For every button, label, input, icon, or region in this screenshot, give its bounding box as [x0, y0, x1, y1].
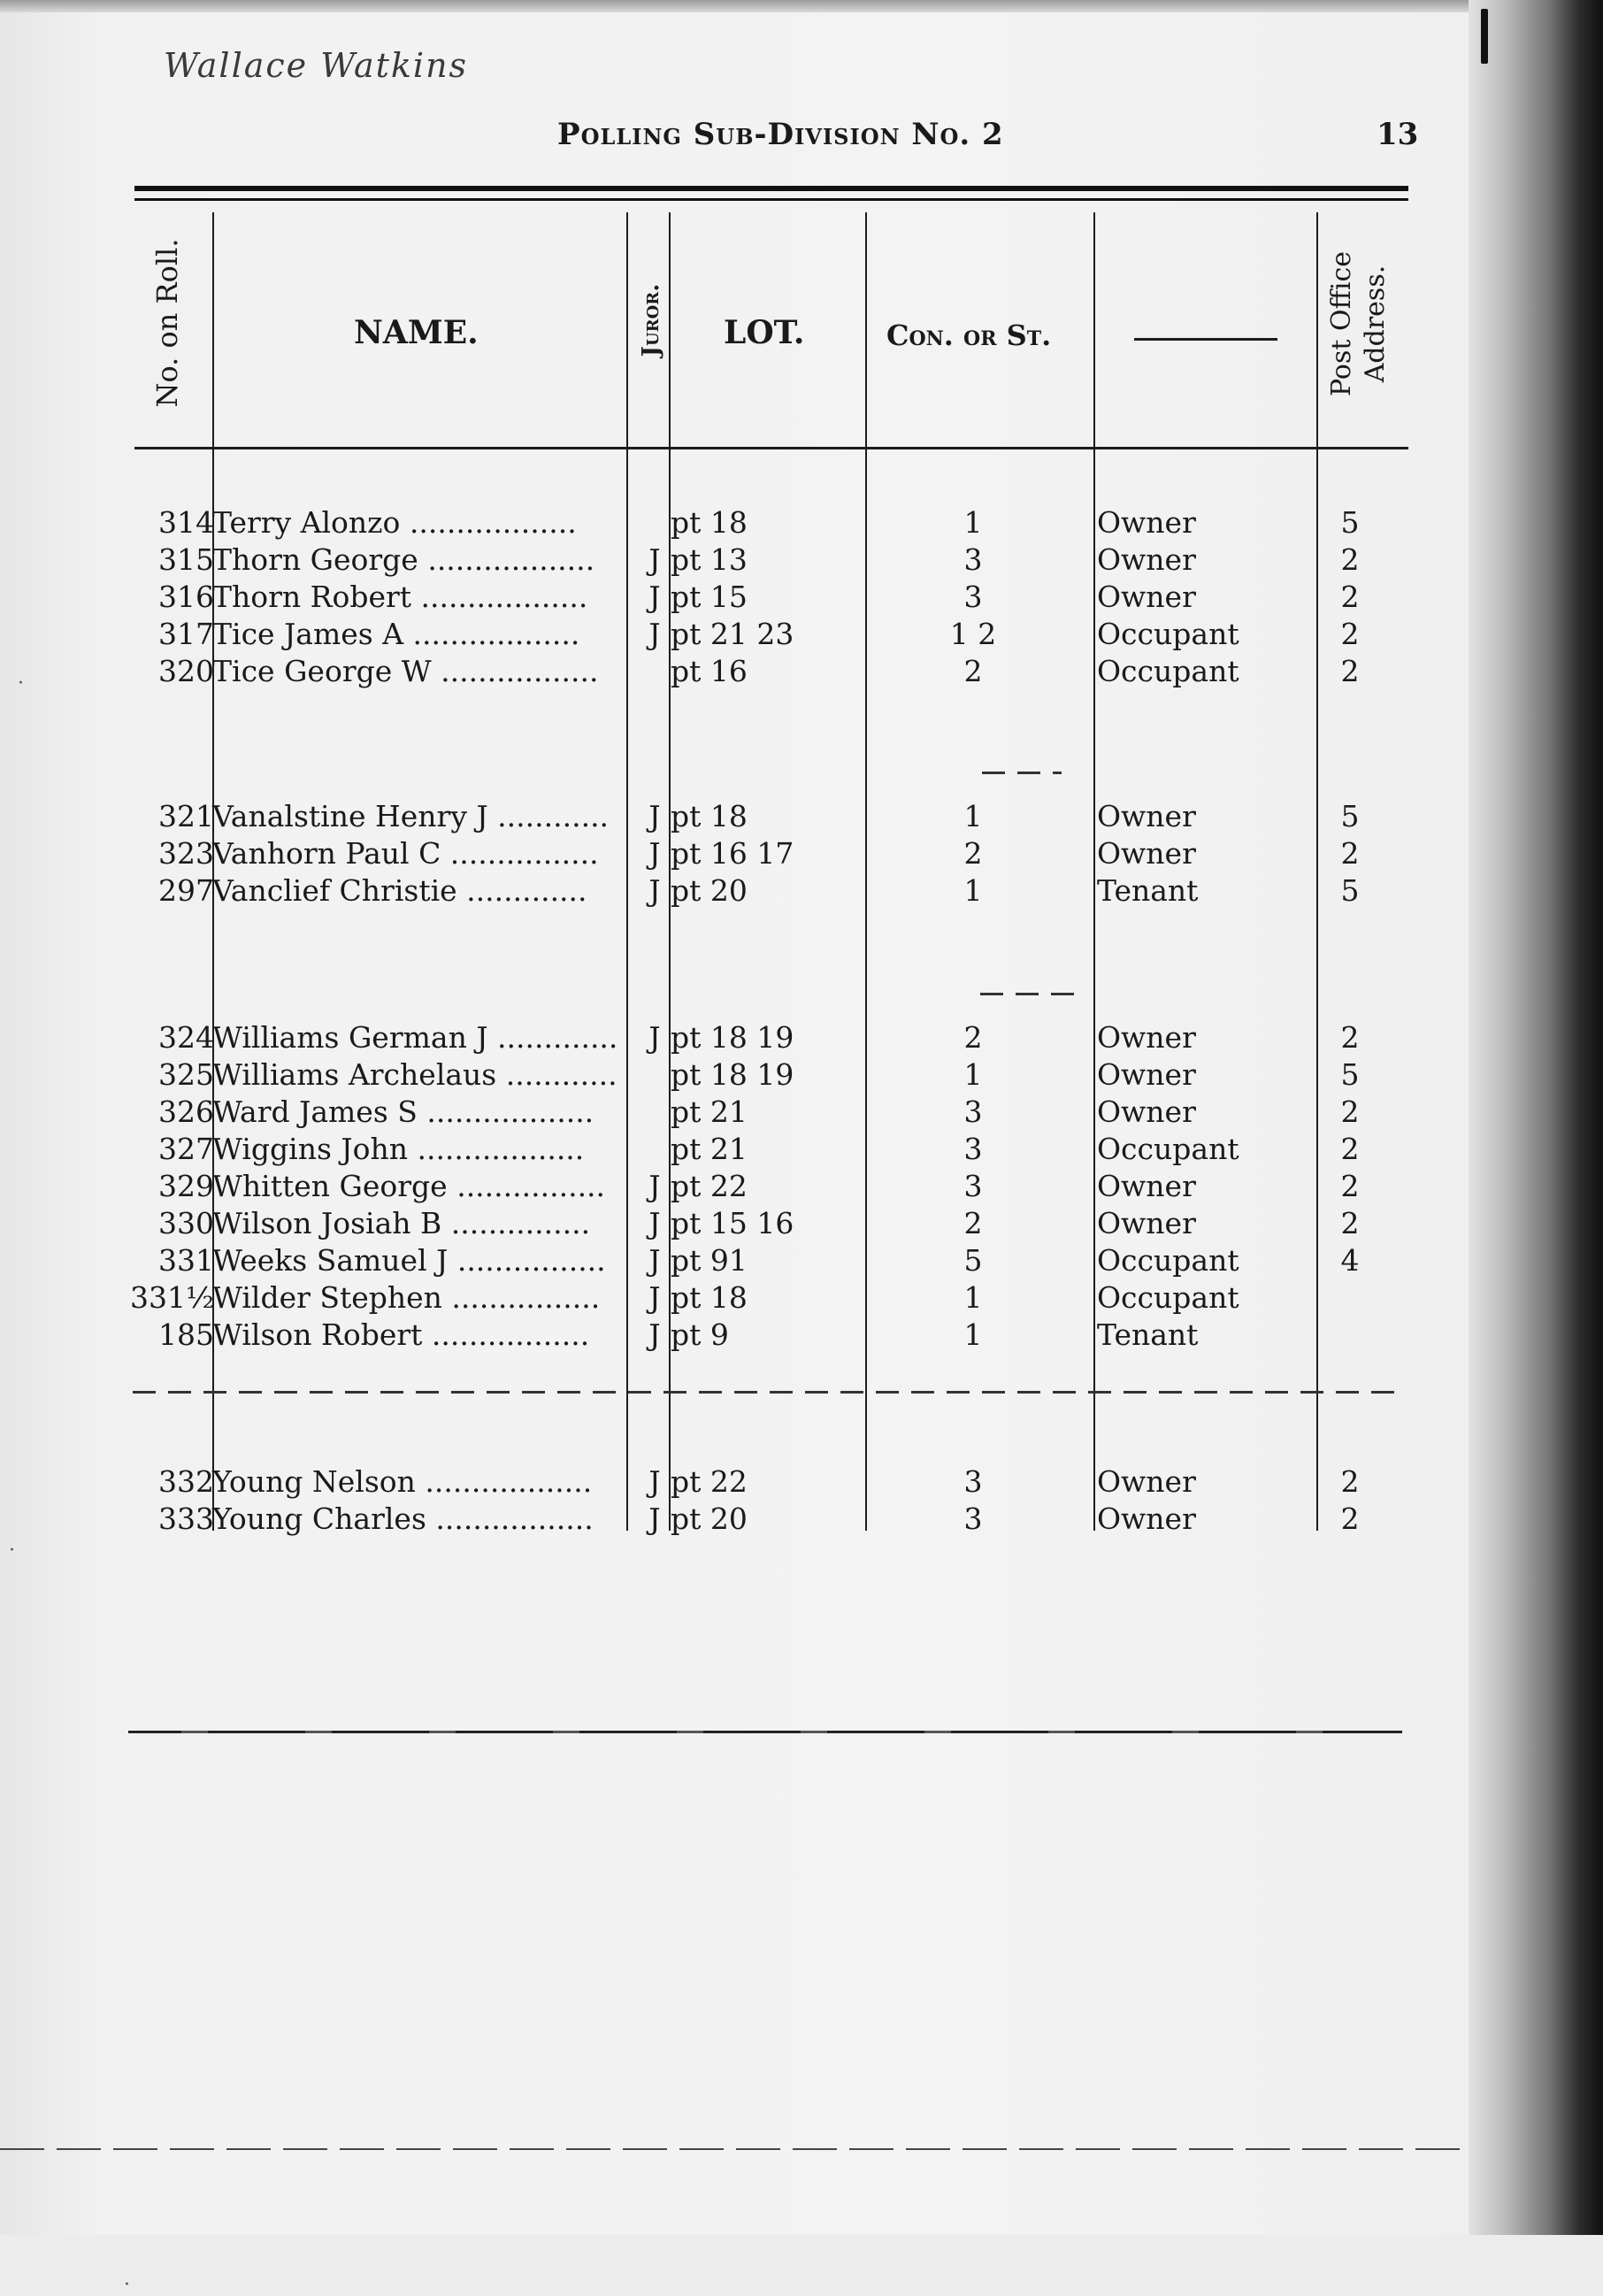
roll-number: 330 [158, 1206, 214, 1240]
lot: pt 21 23 [671, 617, 794, 651]
post-office: 5 [1340, 505, 1360, 540]
print-speck: · [18, 672, 24, 695]
table-row [0, 1317, 1603, 1354]
concession: 3 [963, 1464, 983, 1499]
table-row [0, 1242, 1603, 1279]
table-row [0, 653, 1603, 690]
header-name: NAME. [354, 314, 479, 351]
roll-number: 325 [158, 1057, 214, 1092]
concession: 1 [963, 873, 983, 908]
table-row [0, 1463, 1603, 1501]
concession: 3 [963, 580, 983, 614]
lot: pt 18 19 [671, 1020, 794, 1055]
status: Owner [1097, 1057, 1196, 1092]
header-blank-dash [1134, 338, 1277, 341]
status: Occupant [1097, 617, 1239, 651]
status: Occupant [1097, 654, 1239, 688]
lot: pt 13 [671, 542, 748, 577]
post-office: 2 [1340, 1169, 1360, 1203]
concession: 5 [963, 1243, 983, 1278]
juror-mark: J [648, 1501, 661, 1536]
status: Owner [1097, 1169, 1196, 1203]
header-con-or-st: Con. or St. [886, 319, 1052, 352]
table-row [0, 798, 1603, 835]
header-post-office-line2: Address. [1360, 265, 1391, 383]
voter-name: Terry Alonzo .................. [212, 505, 577, 540]
roll-number: 331 [158, 1243, 214, 1278]
concession: 1 [963, 799, 983, 833]
concession: 3 [963, 1132, 983, 1166]
status: Owner [1097, 505, 1196, 540]
table-row [0, 1279, 1603, 1317]
header-lot: LOT. [724, 314, 805, 351]
voter-name: Ward James S .................. [212, 1094, 594, 1129]
roll-number: 320 [158, 654, 214, 688]
lot: pt 21 [671, 1132, 748, 1166]
post-office: 2 [1340, 1020, 1360, 1055]
table-row [0, 541, 1603, 579]
post-office: 2 [1340, 836, 1360, 871]
header-rule-thin [134, 198, 1408, 201]
status: Owner [1097, 1206, 1196, 1240]
page-bottom-rule [0, 2148, 1469, 2150]
print-speck: · [124, 2274, 130, 2296]
status: Tenant [1097, 1317, 1199, 1352]
concession: 2 [963, 1206, 983, 1240]
header-post-office-line1: Post Office [1326, 250, 1357, 397]
concession: 3 [963, 1094, 983, 1129]
juror-mark: J [648, 799, 661, 833]
juror-mark: J [648, 1317, 661, 1352]
voter-name: Wilder Stephen ................ [212, 1280, 601, 1315]
roll-number: 323 [158, 836, 214, 871]
header-no-on-roll: No. on Roll. [150, 238, 184, 408]
concession: 3 [963, 1501, 983, 1536]
juror-mark: J [648, 1464, 661, 1499]
roll-number: 333 [158, 1501, 214, 1536]
status: Owner [1097, 799, 1196, 833]
handwritten-note: Wallace Watkins [164, 46, 469, 85]
juror-mark: J [648, 580, 661, 614]
post-office: 2 [1340, 1464, 1360, 1499]
voter-name: Weeks Samuel J ................ [212, 1243, 606, 1278]
lot: pt 91 [671, 1243, 748, 1278]
status: Occupant [1097, 1243, 1239, 1278]
group-separator [980, 993, 1078, 995]
roll-number: 324 [158, 1020, 214, 1055]
voter-name: Williams Archelaus ............ [212, 1057, 617, 1092]
juror-mark: J [648, 836, 661, 871]
post-office: 2 [1340, 580, 1360, 614]
edge-mark [1481, 9, 1488, 64]
header-rule-thick [134, 186, 1408, 191]
concession: 1 [963, 1057, 983, 1092]
voter-name: Vanalstine Henry J ............ [212, 799, 610, 833]
post-office: 5 [1340, 799, 1360, 833]
status: Occupant [1097, 1280, 1239, 1315]
roll-number: 321 [158, 799, 214, 833]
concession: 3 [963, 1169, 983, 1203]
roll-number: 297 [158, 873, 214, 908]
juror-mark: J [648, 1243, 661, 1278]
lot: pt 15 16 [671, 1206, 794, 1240]
status: Owner [1097, 1020, 1196, 1055]
concession: 2 [963, 654, 983, 688]
lot: pt 9 [671, 1317, 729, 1352]
status: Occupant [1097, 1132, 1239, 1166]
post-office: 2 [1340, 1132, 1360, 1166]
status: Tenant [1097, 873, 1199, 908]
group-separator [133, 1391, 1407, 1394]
roll-number: 315 [158, 542, 214, 577]
voter-name: Wilson Robert ................. [212, 1317, 590, 1352]
voter-name: Vanclief Christie ............. [212, 873, 587, 908]
voter-name: Wilson Josiah B ............... [212, 1206, 591, 1240]
table-row [0, 1094, 1603, 1131]
juror-mark: J [648, 1280, 661, 1315]
roll-number: 316 [158, 580, 214, 614]
lot: pt 22 [671, 1464, 748, 1499]
table-row [0, 579, 1603, 616]
header-bottom-rule [134, 447, 1408, 449]
concession: 2 [963, 1020, 983, 1055]
status: Owner [1097, 1501, 1196, 1536]
roll-number: 329 [158, 1169, 214, 1203]
roll-number: 327 [158, 1132, 214, 1166]
roll-number: 314 [158, 505, 214, 540]
table-row [0, 1131, 1603, 1168]
post-office: 4 [1340, 1243, 1360, 1278]
status: Owner [1097, 836, 1196, 871]
voter-name: Whitten George ................ [212, 1169, 606, 1203]
table-end-rule [128, 1731, 1402, 1733]
table-row [0, 504, 1603, 541]
voter-name: Young Charles ................. [212, 1501, 594, 1536]
header-juror: Juror. [638, 283, 664, 357]
table-row [0, 1205, 1603, 1242]
juror-mark: J [648, 873, 661, 908]
group-separator [982, 772, 1062, 774]
running-title: Polling Sub-Division No. 2 [557, 117, 1004, 152]
status: Owner [1097, 542, 1196, 577]
table-row [0, 616, 1603, 653]
juror-mark: J [648, 1169, 661, 1203]
lot: pt 21 [671, 1094, 748, 1129]
concession: 3 [963, 542, 983, 577]
table-row [0, 1501, 1603, 1538]
voter-name: Thorn Robert .................. [212, 580, 588, 614]
voter-name: Thorn George .................. [212, 542, 595, 577]
voter-name: Wiggins John .................. [212, 1132, 585, 1166]
concession: 1 [963, 1317, 983, 1352]
concession: 1 [963, 505, 983, 540]
concession: 2 [963, 836, 983, 871]
juror-mark: J [648, 542, 661, 577]
post-office: 2 [1340, 1501, 1360, 1536]
status: Owner [1097, 1464, 1196, 1499]
voter-name: Tice George W ................. [212, 654, 599, 688]
lot: pt 16 17 [671, 836, 794, 871]
table-row [0, 872, 1603, 910]
running-head [0, 117, 1603, 161]
post-office: 2 [1340, 654, 1360, 688]
lot: pt 18 [671, 799, 748, 833]
post-office: 2 [1340, 1094, 1360, 1129]
roll-number: 326 [158, 1094, 214, 1129]
post-office: 2 [1340, 542, 1360, 577]
table-row [0, 1168, 1603, 1205]
lot: pt 18 [671, 505, 748, 540]
roll-number: 331½ [130, 1280, 214, 1315]
status: Owner [1097, 580, 1196, 614]
header-post-office-address [1325, 227, 1396, 421]
table-row [0, 835, 1603, 872]
roll-number: 317 [158, 617, 214, 651]
voter-name: Young Nelson .................. [212, 1464, 593, 1499]
table-row [0, 1056, 1603, 1094]
roll-number: 185 [158, 1317, 214, 1352]
table-row [0, 1019, 1603, 1056]
roll-number: 332 [158, 1464, 214, 1499]
concession: 1 [963, 1280, 983, 1315]
page-top-edge [0, 0, 1603, 12]
status: Owner [1097, 1094, 1196, 1129]
lot: pt 15 [671, 580, 748, 614]
post-office: 2 [1340, 617, 1360, 651]
lot: pt 22 [671, 1169, 748, 1203]
post-office: 5 [1340, 873, 1360, 908]
lot: pt 20 [671, 873, 748, 908]
voter-name: Tice James A .................. [212, 617, 580, 651]
lot: pt 20 [671, 1501, 748, 1536]
lot: pt 18 [671, 1280, 748, 1315]
lot: pt 18 19 [671, 1057, 794, 1092]
juror-mark: J [648, 617, 661, 651]
voter-name: Williams German J ............. [212, 1020, 618, 1055]
voter-name: Vanhorn Paul C ................ [212, 836, 599, 871]
juror-mark: J [648, 1206, 661, 1240]
lot: pt 16 [671, 654, 748, 688]
post-office: 2 [1340, 1206, 1360, 1240]
juror-mark: J [648, 1020, 661, 1055]
post-office: 5 [1340, 1057, 1360, 1092]
page-number: 13 [1377, 117, 1419, 152]
print-speck: · [9, 1540, 15, 1562]
concession: 1 2 [949, 617, 997, 651]
